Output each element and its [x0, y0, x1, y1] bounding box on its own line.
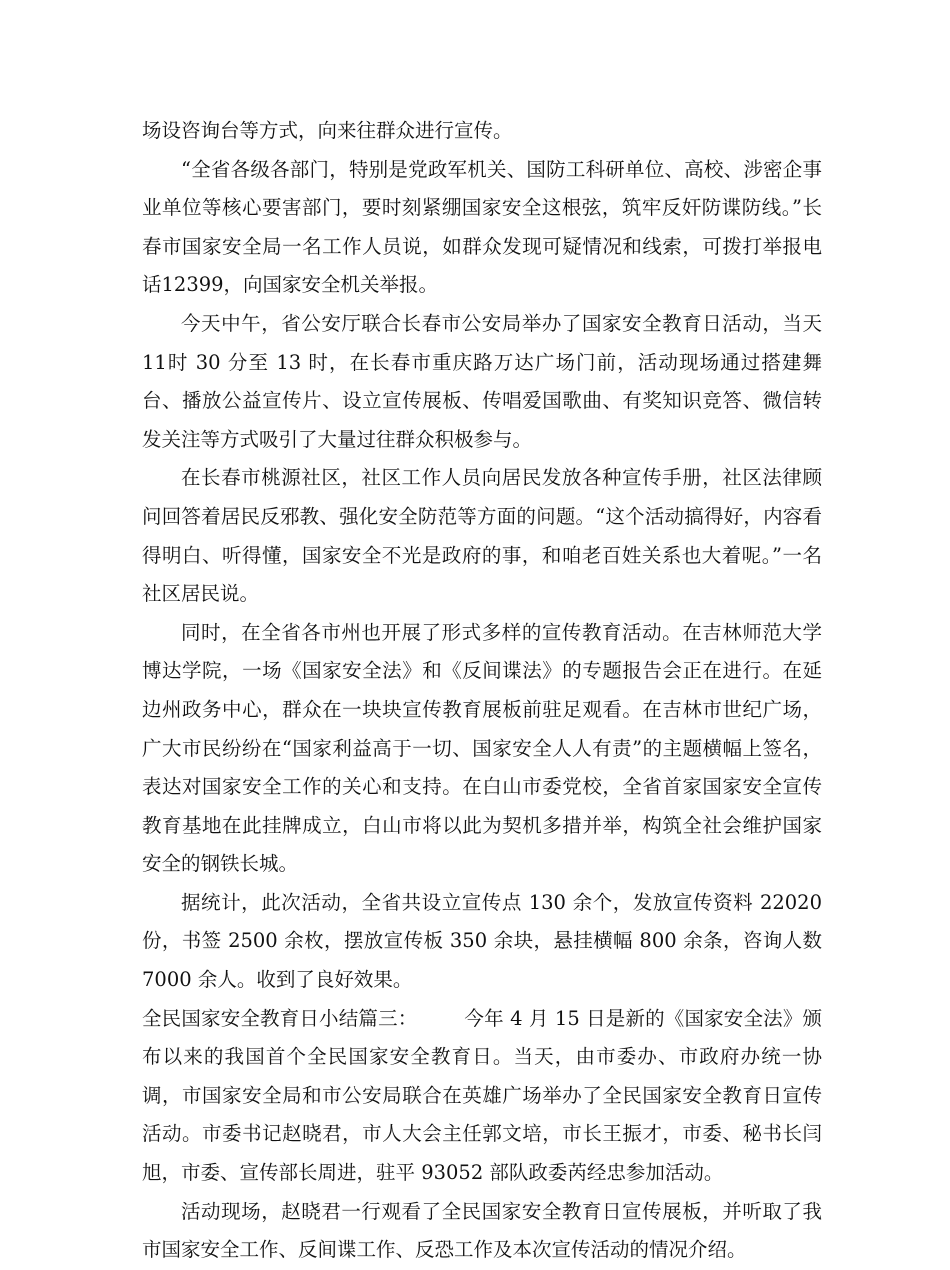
section-heading: 全民国家安全教育日小结篇三： — [142, 1006, 418, 1030]
paragraph-event-site: 活动现场，赵晓君一行观看了全民国家安全教育日宣传展板，并听取了我市国家安全工作、反间谍工作、反恐工作及本次宣传活动的情况介绍。 — [142, 1199, 822, 1262]
paragraph-statistics: 据统计，此次活动，全省共设立宣传点 130 余个，发放宣传资料 22020 份，书签 2500 余枚，摆放宣传板 350 余块，悬挂横幅 800 余条，咨询人数 7000 余人。收到了良好效果。 — [142, 890, 822, 992]
paragraph-summary-part-three — [142, 1000, 822, 1193]
document-body — [142, 112, 822, 1270]
paragraph-continuation: 场设咨询台等方式，向来往群众进行宣传。 — [142, 119, 513, 142]
paragraph-public-security-event: 今天中午，省公安厅联合长春市公安局举办了国家安全教育日活动，当天 11时 30 分至 13 时，在长春市重庆路万达广场门前，活动现场通过搭建舞台、播放公益宣传片、设立宣传展板、传唱爱国歌曲、有奖知识竞答、微信转发关注等方式吸引了大量过往群众积极参与。 — [142, 311, 822, 451]
paragraph-province-activities: 同时，在全省各市州也开展了形式多样的宣传教育活动。在吉林师范大学博达学院，一场《国家安全法》和《反间谍法》的专题报告会正在进行。在延边州政务中心，群众在一块块宣传教育展板前驻足观看。在吉林市世纪广场，广大市民纷纷在“国家利益高于一切、国家安全人人有责”的主题横幅上签名，表达对国家安全工作的关心和支持。在白山市委党校，全省首家国家安全宣传教育基地在此挂牌成立，白山市将以此为契机多措并举，构筑全社会维护国家安全的钢铁长城。 — [142, 620, 822, 876]
section-body-text: 今年 4 月 15 日是新的《国家安全法》颁布以来的我国首个全民国家安全教育日。当天，由市委办、市政府办统一协调，市国家安全局和市公安局联合在英雄广场举办了全民国家安全教育日宣传活动。市委书记赵晓君，市人大会主任郭文培，市长王振才，市委、秘书长闫旭，市委、宣传部长周进，驻平 93052 部队政委芮经忠参加活动。 — [142, 1006, 822, 1185]
paragraph-anti-espionage-quote: “全省各级各部门，特别是党政军机关、国防工科研单位、高校、涉密企事业单位等核心要害部门，要时刻紧绷国家安全这根弦，筑牢反奸防谍防线。”长春市国家安全局一名工作人员说，如群众发现可疑情况和线索，可拨打举报电话12399，向国家安全机关举报。 — [142, 157, 822, 297]
paragraph-taoyuan-community: 在长春市桃源社区，社区工作人员向居民发放各种宣传手册，社区法律顾问回答着居民反邪教、强化安全防范等方面的问题。“这个活动搞得好，内容看得明白、听得懂，国家安全不光是政府的事，和咱老百姓关系也大着呢。”一名社区居民说。 — [142, 466, 822, 606]
